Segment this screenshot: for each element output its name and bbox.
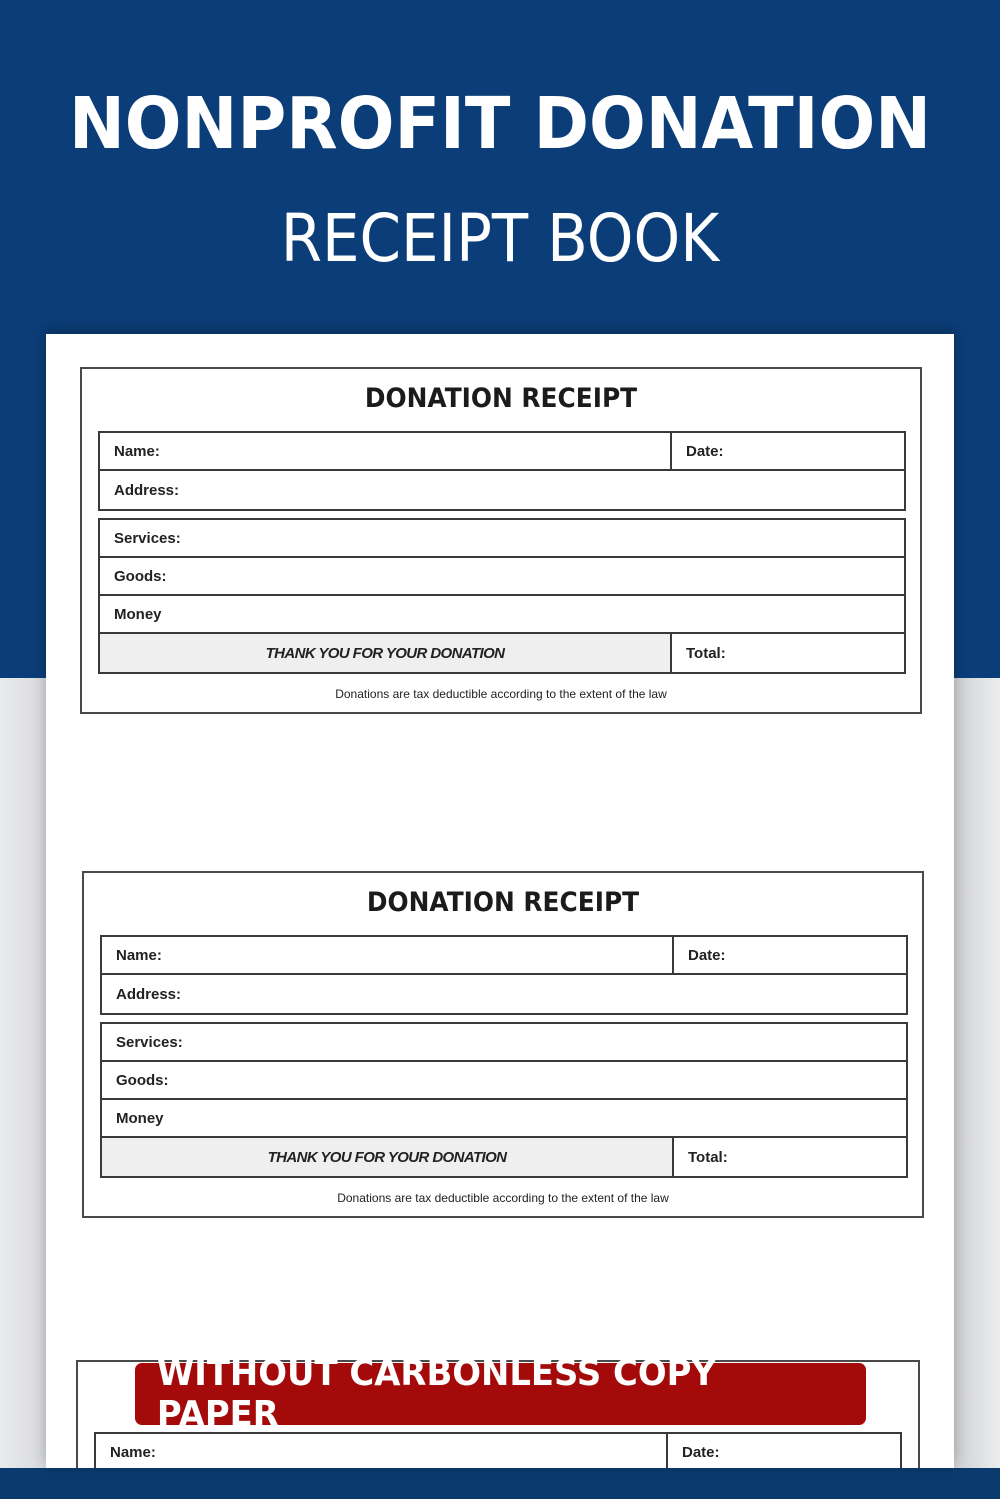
receipt-title: DONATION RECEIPT bbox=[366, 887, 640, 918]
goods-row bbox=[100, 558, 904, 596]
goods-field[interactable]: Goods: bbox=[114, 567, 167, 585]
page-title: NONPROFIT DONATION bbox=[68, 82, 932, 165]
address-row bbox=[102, 975, 906, 1013]
total-field[interactable]: Total: bbox=[686, 644, 726, 662]
services-row bbox=[102, 1024, 906, 1062]
name-date-row bbox=[102, 937, 906, 975]
address-field[interactable]: Address: bbox=[116, 985, 182, 1003]
carbonless-notice-banner bbox=[135, 1353, 866, 1435]
date-field[interactable]: Date: bbox=[686, 442, 724, 460]
total-field[interactable]: Total: bbox=[688, 1148, 728, 1166]
date-field[interactable]: Date: bbox=[688, 946, 726, 964]
background-shade-left bbox=[0, 678, 46, 1468]
donation-details-table bbox=[100, 1022, 908, 1178]
address-row bbox=[100, 471, 904, 509]
donation-details-table bbox=[98, 518, 906, 674]
thanks-total-row bbox=[100, 634, 904, 672]
services-field[interactable]: Services: bbox=[114, 529, 181, 547]
receipt-page-preview bbox=[46, 334, 954, 1468]
money-field[interactable]: Money bbox=[114, 605, 162, 623]
thank-you-message: THANK YOU FOR YOUR DONATION bbox=[100, 634, 672, 672]
donor-info-table bbox=[94, 1432, 902, 1468]
thanks-total-row bbox=[102, 1138, 906, 1176]
money-field[interactable]: Money bbox=[116, 1109, 164, 1127]
donor-info-table bbox=[98, 431, 906, 511]
money-row bbox=[102, 1100, 906, 1138]
name-field[interactable]: Name: bbox=[96, 1434, 668, 1468]
name-field[interactable]: Name: bbox=[102, 937, 674, 973]
services-row bbox=[100, 520, 904, 558]
donation-receipt-2 bbox=[82, 871, 924, 1218]
page-subtitle: RECEIPT BOOK bbox=[280, 200, 720, 277]
thank-you-message: THANK YOU FOR YOUR DONATION bbox=[102, 1138, 674, 1176]
name-date-row bbox=[96, 1434, 900, 1468]
money-row bbox=[100, 596, 904, 634]
donor-info-table bbox=[100, 935, 908, 1015]
goods-field[interactable]: Goods: bbox=[116, 1071, 169, 1089]
name-field[interactable]: Name: bbox=[100, 433, 672, 469]
receipt-title: DONATION RECEIPT bbox=[364, 383, 638, 414]
tax-disclaimer: Donations are tax deductible according to the extent of the law bbox=[335, 687, 667, 701]
background-shade-right bbox=[954, 678, 1000, 1468]
goods-row bbox=[102, 1062, 906, 1100]
date-field[interactable]: Date: bbox=[682, 1443, 720, 1461]
footer-band bbox=[0, 1468, 1000, 1499]
banner-text: WITHOUT CARBONLESS COPY PAPER bbox=[156, 1353, 716, 1435]
donation-receipt-1 bbox=[80, 367, 922, 714]
services-field[interactable]: Services: bbox=[116, 1033, 183, 1051]
name-date-row bbox=[100, 433, 904, 471]
address-field[interactable]: Address: bbox=[114, 481, 180, 499]
tax-disclaimer: Donations are tax deductible according to the extent of the law bbox=[337, 1191, 669, 1205]
